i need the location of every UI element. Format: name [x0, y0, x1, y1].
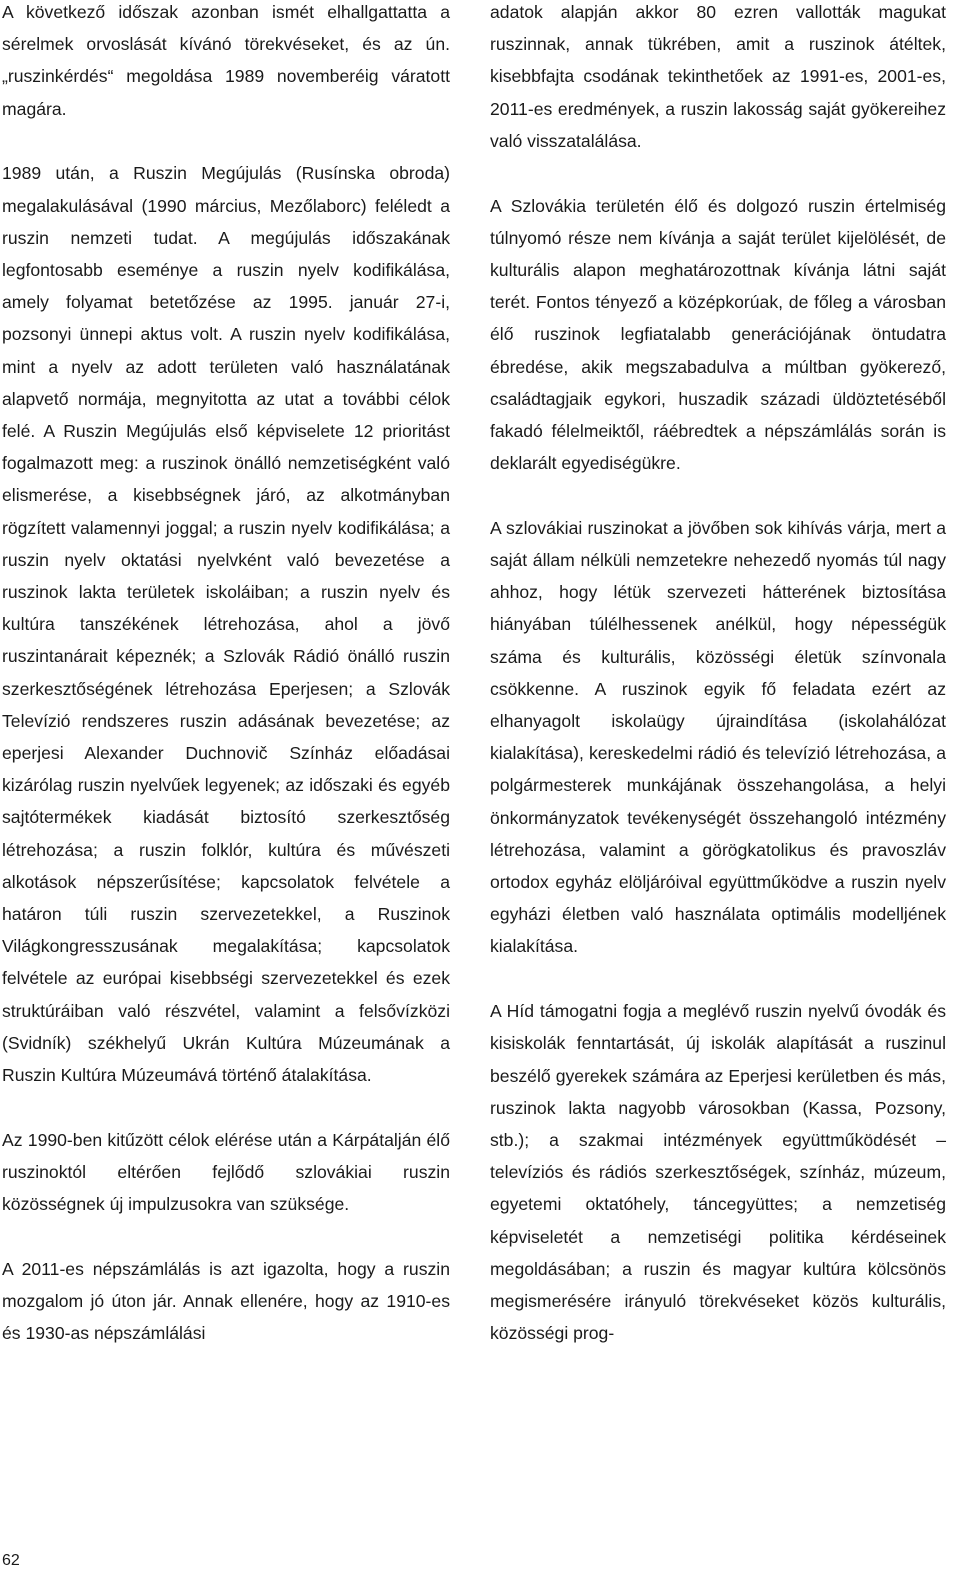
paragraph: adatok alapján akkor 80 ezren vallották magukat ruszinnak, annak tükrében, amit a ruszinok átéltek, kisebbfajta csodának tekinthetőek az 1991-es, 2001-es, 2011-es eredmények, a ruszin lakosság saját gyökereihez való visszatalálása. [490, 2, 946, 151]
paragraph: A 2011-es népszámlálás is azt igazolta, hogy a ruszin mozgalom jó úton jár. Annak ellenére, hogy az 1910-es és 1930-as népszámlálási [2, 1258, 450, 1344]
paragraph: Az 1990-ben kitűzött célok elérése után a Kárpátalján élő ruszinoktól eltérően fejlődő szlovákiai ruszin közösségnek új impulzusokra van szüksége. [2, 1129, 450, 1215]
left-column [2, 0, 450, 1349]
right-column [490, 0, 946, 1349]
paragraph: A szlovákiai ruszinokat a jövőben sok kihívás várja, mert a saját állam nélküli nemzetekre nehezedő nyomás túl nagy ahhoz, hogy létük szervezeti hátterének biztosítása hiányában túlélhessenek anélkül, hogy népességük száma és kulturális, közösségi életük színvonala csökkenne. A ruszinok egyik fő feladata ezért az elhanyagolt iskolaügy újraindítása (iskolahálózat kialakítása), kereskedelmi rádió és televízió létrehozása, a polgármesterek munkájának összehangolása, a helyi önkormányzatok tevékenységét összehangoló intézmény létrehozása, valamint a görögkatolikus és pravoszláv ortodox egyház elöljáróival együttműködve a ruszin nyelv egyházi életben való használata optimális modelljének kialakítása. [490, 517, 946, 957]
page-number: 62 [2, 1552, 20, 1569]
paragraph: A Híd támogatni fogja a meglévő ruszin nyelvű óvodák és kisiskolák fenntartását, új iskolák alapítását a ruszinul beszélő gyerekek számára az Eperjesi kerületben és más, ruszinok lakta nagyobb városokban (Kassa, Pozsony, stb.); a szakmai intézmények együttműködését – televíziós és rádiós szerkesztőségek, színház, múzeum, egyetemi oktatóhely, táncegyüttes; a nemzetiség képviseletét a nemzetiségi politika kérdéseinek megoldásában; a ruszin és magyar kultúra kölcsönös megismerésére irányuló törekvéseket közös kulturális, közösségi prog- [490, 1001, 946, 1344]
paragraph: 1989 után, a Ruszin Megújulás (Rusínska obroda) megalakulásával (1990 március, Mezőlaborc) feléledt a ruszin nemzeti tudat. A megújulás időszakának legfontosabb eseménye a ruszin nyelv kodifikálása, amely folyamat betetőzése az 1995. január 27-i, pozsonyi ünnepi aktus volt. A ruszin nyelv kodifikálása, mint a nyelv az adott területen való használatának alapvető normája, megnyitotta az utat a további célok felé. A Ruszin Megújulás első képviselete 12 prioritást fogalmazott meg: a ruszinok önálló nemzetiségként való elismerése, a kisebbségnek járó, az alkotmányban rögzített valamennyi joggal; a ruszin nyelv kodifikálása; a ruszin nyelv oktatási nyelvként való bevezetése a ruszinok lakta területek iskoláiban; a ruszin nyelv és kultúra tanszékének létrehozása, ahol a jövő ruszintanárait képeznék; a Szlovák Rádió önálló ruszin szerkesztőségének létrehozása Eperjesen; a Szlovák Televízió rendszeres ruszin adásának bevezetése; az eperjesi Alexander Duchnovič Színház előadásai kizárólag ruszin nyelvűek legyenek; az időszaki és egyéb sajtótermékek kiadását biztosító szerkesztőség létrehozása; a ruszin folklór, kultúra és művészeti alkotások népszerűsítése; kapcsolatok felvétele a határon túli ruszin szervezetekkel, a Ruszinok Világkongresszusának megalakítása; kapcsolatok felvétele az európai kisebbségi szervezetekkel és ezek struktúráiban való részvétel, valamint a felsővízközi (Svidník) székhelyű Ukrán Kultúra Múzeumának a Ruszin Kultúra Múzeumává történő átalakítása. [2, 163, 450, 1085]
paragraph: A következő időszak azonban ismét elhallgattatta a sérelmek orvoslását kívánó törekvéseket, és az ún. „ruszinkérdés“ megoldása 1989 novemberéig váratott magára. [2, 2, 450, 119]
paragraph: A Szlovákia területén élő és dolgozó ruszin értelmiség túlnyomó része nem kívánja a saját terület kijelölését, de kulturális alapon meghatározottnak kívánja látni saját terét. Fontos tényező a középkorúak, de főleg a városban élő ruszinok legfiatalabb generációjának öntudatra ébredése, akik megszabadulva a múltban gyökerező, családtagjaik egykori, huszadik századi üldöztetéséből fakadó félelmeiktől, ráébredtek a népszámlálás során is deklarált egyediségükre. [490, 195, 946, 474]
